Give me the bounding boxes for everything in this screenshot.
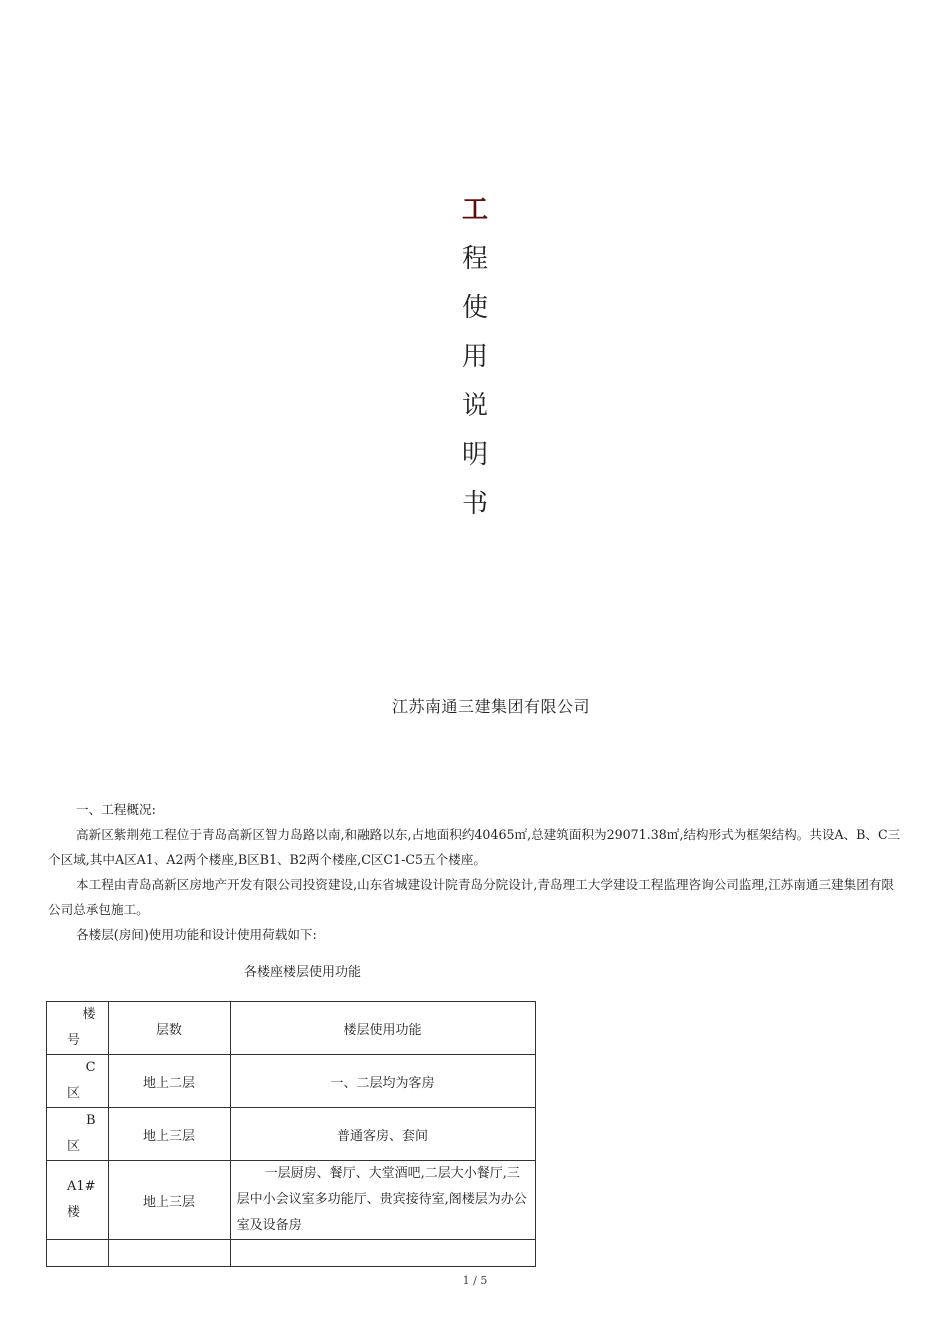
building-cell: A1# 楼 xyxy=(47,1161,109,1240)
table-row xyxy=(47,1055,536,1108)
function-cell: 普通客房、套间 xyxy=(230,1108,535,1161)
title-char: 书 xyxy=(461,489,488,519)
title-char: 使 xyxy=(461,293,488,323)
floors-cell xyxy=(108,1240,230,1267)
parties-paragraph: 本工程由青岛高新区房地产开发有限公司投资建设,山东省城建设计院青岛分院设计,青岛理工大学建设工程监理咨询公司监理,江苏南通三建集团有限公司总承包施工。 xyxy=(48,877,895,917)
floors-cell: 地上三层 xyxy=(108,1161,230,1240)
header-building: 楼 号 xyxy=(47,1002,109,1055)
header-floors: 层数 xyxy=(108,1002,230,1055)
building-cell: B 区 xyxy=(47,1108,109,1161)
table-row xyxy=(47,1108,536,1161)
function-cell xyxy=(230,1240,535,1267)
title-char: 明 xyxy=(461,440,488,470)
section-heading: 一、工程概况: xyxy=(76,802,156,817)
title-char: 用 xyxy=(461,342,488,372)
header-function: 楼层使用功能 xyxy=(230,1002,535,1055)
table-caption: 各楼座楼层使用功能 xyxy=(244,965,362,980)
page-number: 1 / 5 xyxy=(462,1274,488,1287)
title-char: 工 xyxy=(461,195,488,225)
floor-usage-table xyxy=(46,1001,536,1267)
table-row-empty xyxy=(47,1240,536,1267)
overview-paragraph: 高新区紫荆苑工程位于青岛高新区智力岛路以南,和融路以东,占地面积约40465㎡,总建筑面积为29071.38㎡,结构形式为框架结构。共设A、B、C三个区域,其中A区A1、A2两个楼座,B区B1、B2两个楼座,C区C1-C5五个楼座。 xyxy=(48,827,901,867)
function-cell: 一、二层均为客房 xyxy=(230,1055,535,1108)
table-row xyxy=(47,1161,536,1240)
project-overview-section xyxy=(48,797,904,947)
floors-cell: 地上三层 xyxy=(108,1108,230,1161)
title-char: 说 xyxy=(461,391,488,421)
company-name: 江苏南通三建集团有限公司 xyxy=(391,697,590,716)
floors-cell: 地上二层 xyxy=(108,1055,230,1108)
building-cell: C 区 xyxy=(47,1055,109,1108)
table-header-row xyxy=(47,1002,536,1055)
building-cell xyxy=(47,1240,109,1267)
function-cell: 一层厨房、餐厅、大堂酒吧,二层大小餐厅,三层中小会议室多功能厅、贵宾接待室,阁楼层为办公室及设备房 xyxy=(230,1161,535,1240)
intro-paragraph: 各楼层(房间)使用功能和设计使用荷载如下: xyxy=(76,927,317,942)
document-title xyxy=(455,188,495,531)
title-char: 程 xyxy=(461,244,488,274)
